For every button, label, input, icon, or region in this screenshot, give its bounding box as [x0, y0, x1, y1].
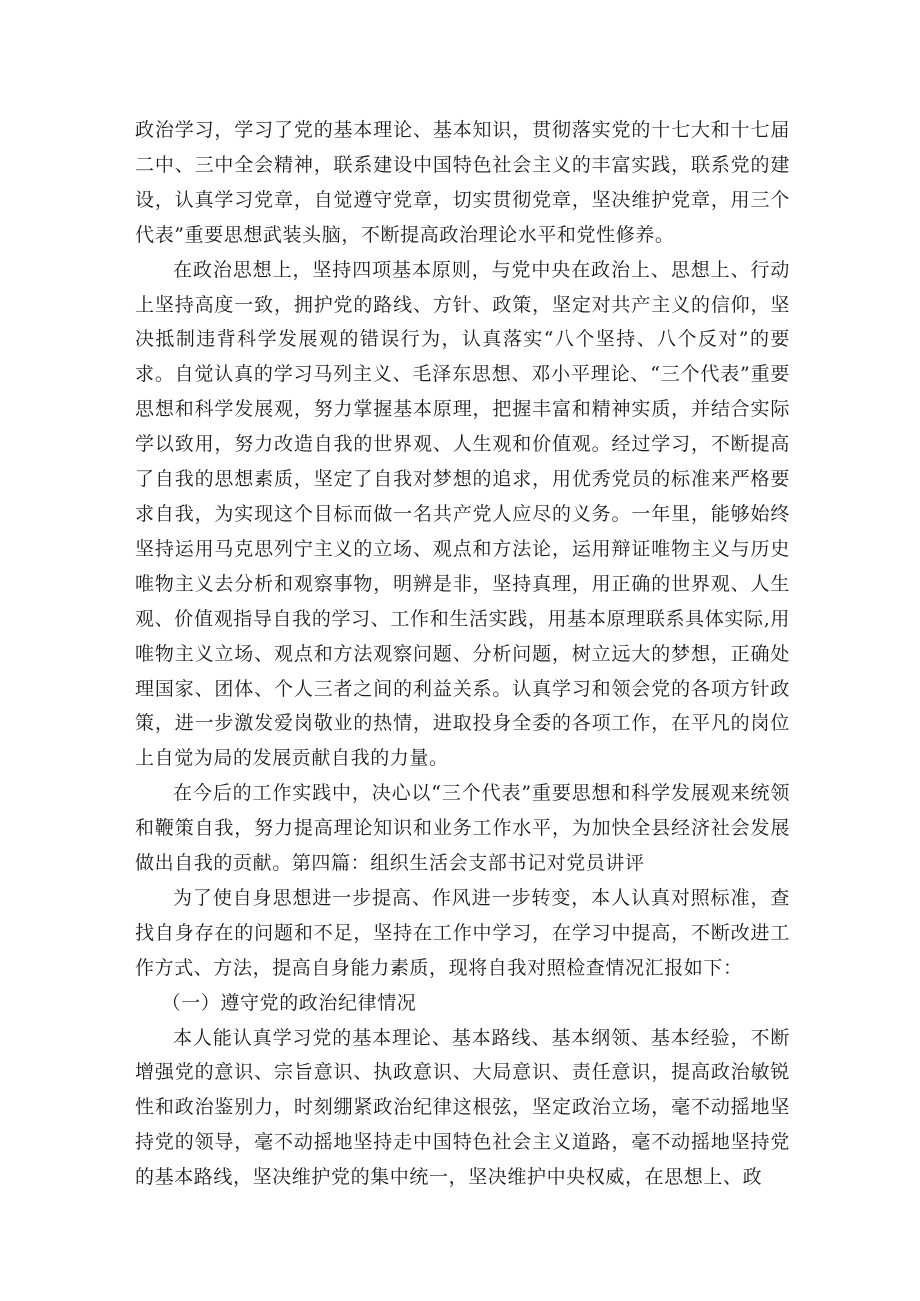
paragraph-political-thought: 在政治思想上，坚持四项基本原则，与党中央在政治上、思想上、行动上坚持高度一致，拥护党的路线、方针、政策，坚定对共产主义的信仰，坚决抵制违背科学发展观的错误行为，认真落实“八个坚持、八个反对”的要求。自觉认真的学习马列主义、毛泽东思想、邓小平理论、“三个代表”重要思想和科学发展观，努力掌握基本原理，把握丰富和精神实质，并结合实际学以致用，努力改造自我的世界观、人生观和价值观。经过学习，不断提高了自我的思想素质，坚定了自我对梦想的追求，用优秀党员的标准来严格要求自我，为实现这个目标而做一名共产党人应尽的义务。一年里，能够始终坚持运用马克思列宁主义的立场、观点和方法论，运用辩证唯物主义与历史唯物主义去分析和观察事物，明辨是非，坚持真理，用正确的世界观、人生观、价值观指导自我的学习、工作和生活实践，用基本原理联系具体实际,用唯物主义立场、观点和方法观察问题、分析问题，树立远大的梦想，正确处理国家、团体、个人三者之间的利益关系。认真学习和领会党的各项方针政策，进一步激发爱岗敬业的热情，进取投身全委的各项工作，在平凡的岗位上自觉为局的发展贡献自我的力量。: [135, 258, 790, 770]
paragraph-self-review-intro: 为了使自身思想进一步提高、作风进一步转变，本人认真对照标准，查找自身存在的问题和不足，坚持在工作中学习，在学习中提高，不断改进工作方式、方法，提高自身能力素质，现将自我对照检查情况汇报如下：: [135, 886, 790, 979]
paragraph-future-work: 在今后的工作实践中，决心以“三个代表”重要思想和科学发展观来统领和鞭策自我，努力提高理论知识和业务工作水平，为加快全县经济社会发展做出自我的贡献。第四篇：组织生活会支部书记对党员讲评: [135, 782, 790, 875]
section-heading-political-discipline: （一）遵守党的政治纪律情况: [161, 991, 417, 1014]
paragraph-political-discipline: 本人能认真学习党的基本理论、基本路线、基本纲领、基本经验，不断增强党的意识、宗旨意识、执政意识、大局意识、责任意识，提高政治敏锐性和政治鉴别力，时刻绷紧政治纪律这根弦，坚定政治立场，毫不动摇地坚持党的领导，毫不动摇地坚持走中国特色社会主义道路，毫不动摇地坚持党的基本路线，坚决维护党的集中统一，坚决维护中央权威，在思想上、政: [135, 1026, 790, 1189]
paragraph-political-study: 政治学习，学习了党的基本理论、基本知识，贯彻落实党的十七大和十七届二中、三中全会精神，联系建设中国特色社会主义的丰富实践，联系党的建设，认真学习党章，自觉遵守党章，切实贯彻党章，坚决维护党章，用三个代表”重要思想武装头脑，不断提高政治理论水平和党性修养。: [135, 119, 790, 246]
document-body: [135, 113, 790, 1195]
